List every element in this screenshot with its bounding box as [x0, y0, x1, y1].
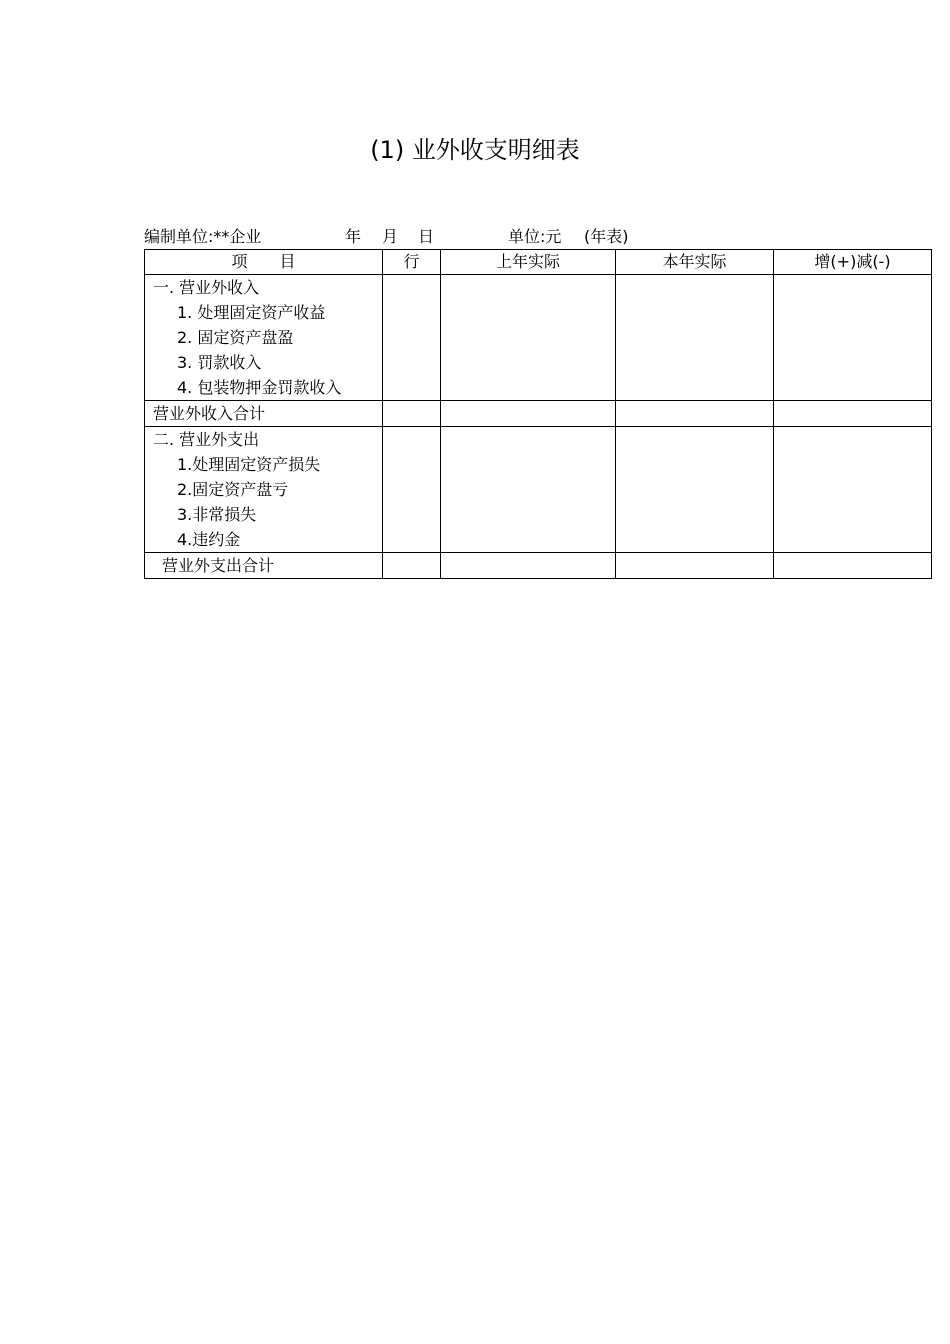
detail-table	[144, 249, 932, 579]
org-label: 编制单位:**企业	[144, 227, 262, 246]
table-header-row	[145, 250, 932, 275]
year-label: 年	[345, 227, 362, 246]
header-item: 项 目	[145, 250, 383, 275]
expense-total-row	[145, 553, 932, 579]
page-title: (1) 业外收支明细表	[370, 136, 580, 164]
header-this-year: 本年实际	[616, 250, 774, 275]
expense-change-cell[interactable]	[774, 427, 932, 553]
expense-total-change-cell[interactable]	[774, 553, 932, 579]
report-meta	[0, 226, 950, 248]
unit-label: 单位:元	[508, 227, 562, 246]
expense-total-last-year-cell[interactable]	[441, 553, 616, 579]
expense-total-line-cell[interactable]	[383, 553, 441, 579]
income-total-row	[145, 401, 932, 427]
income-total-line-cell[interactable]	[383, 401, 441, 427]
income-item: 3. 罚款收入	[177, 353, 262, 372]
expense-section-row	[145, 427, 932, 553]
expense-section-label: 二. 营业外支出	[153, 430, 260, 449]
income-section-row	[145, 275, 932, 401]
expense-items-cell	[145, 427, 383, 553]
expense-item: 4.违约金	[177, 530, 241, 549]
month-label: 月	[382, 227, 399, 246]
report-type-label: (年表)	[584, 227, 629, 246]
expense-total-label: 营业外支出合计	[162, 556, 275, 575]
income-this-year-cell[interactable]	[616, 275, 774, 401]
income-total-cell	[145, 401, 383, 427]
income-item: 2. 固定资产盘盈	[177, 328, 294, 347]
expense-line-cell[interactable]	[383, 427, 441, 553]
income-total-label: 营业外收入合计	[153, 404, 266, 423]
day-label: 日	[418, 227, 435, 246]
header-line: 行	[383, 250, 441, 275]
income-change-cell[interactable]	[774, 275, 932, 401]
income-total-last-year-cell[interactable]	[441, 401, 616, 427]
income-item: 1. 处理固定资产收益	[177, 303, 326, 322]
expense-total-this-year-cell[interactable]	[616, 553, 774, 579]
header-last-year: 上年实际	[441, 250, 616, 275]
expense-last-year-cell[interactable]	[441, 427, 616, 553]
income-section-label: 一. 营业外收入	[153, 278, 260, 297]
expense-total-cell	[145, 553, 383, 579]
income-item: 4. 包装物押金罚款收入	[177, 378, 342, 397]
expense-item: 1.处理固定资产损失	[177, 455, 321, 474]
expense-this-year-cell[interactable]	[616, 427, 774, 553]
income-line-cell[interactable]	[383, 275, 441, 401]
expense-item: 2.固定资产盘亏	[177, 480, 289, 499]
expense-item: 3.非常损失	[177, 505, 257, 524]
header-change: 增(+)减(-)	[774, 250, 932, 275]
income-items-cell	[145, 275, 383, 401]
income-total-this-year-cell[interactable]	[616, 401, 774, 427]
income-total-change-cell[interactable]	[774, 401, 932, 427]
income-last-year-cell[interactable]	[441, 275, 616, 401]
